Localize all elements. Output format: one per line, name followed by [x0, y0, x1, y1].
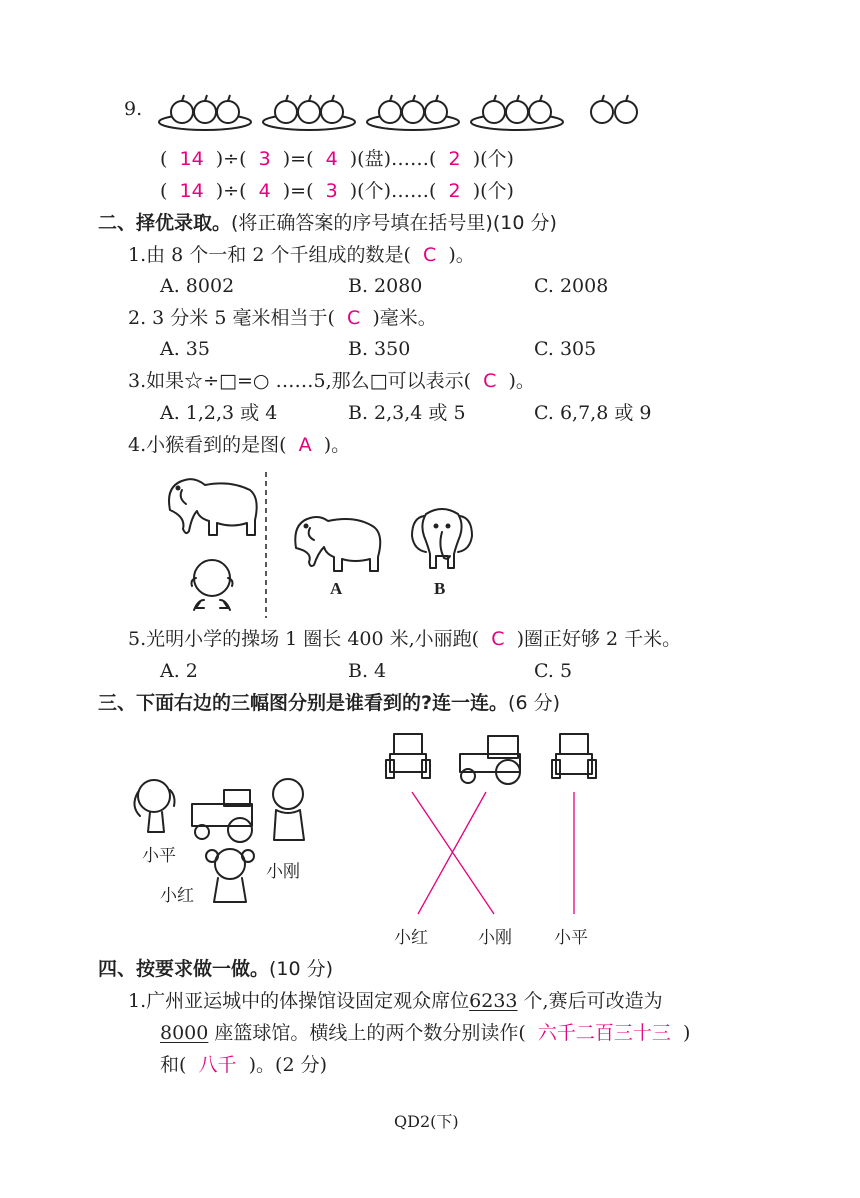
- elephant-side-icon: [169, 479, 257, 535]
- answer: 4: [258, 180, 271, 202]
- section-title: 四、按要求做一做。: [98, 958, 270, 980]
- option-a: A. 1,2,3 或 4: [160, 402, 278, 424]
- unit: 个: [487, 148, 507, 170]
- answer: 2: [448, 148, 461, 170]
- option-c: C. 5: [534, 660, 573, 682]
- section-title: 二、择优录取。: [98, 212, 232, 234]
- kids-tractor-scene: [130, 772, 320, 912]
- option-c: C. 305: [534, 338, 597, 360]
- option-a: A. 35: [160, 338, 210, 360]
- stem-text: ): [683, 1022, 691, 1044]
- stem-text: 2. 3 分米 5 毫米相当于(: [128, 307, 335, 329]
- answer: C: [346, 307, 361, 329]
- section-note: (6 分): [508, 692, 560, 714]
- scene-label-xiaohong: 小红: [160, 886, 194, 906]
- section-3-heading: [98, 694, 560, 713]
- option-a: A. 2: [160, 660, 198, 682]
- answer: 八千: [198, 1054, 237, 1076]
- tractor-back-view-icon: [552, 734, 596, 778]
- stem-text: )毫米。: [372, 307, 437, 329]
- scene-label-xiaoping: 小平: [142, 846, 176, 866]
- stem-text: 5.光明小学的操场 1 圈长 400 米,小丽跑(: [128, 628, 480, 650]
- tractor-side-view-icon: [460, 736, 520, 784]
- apple-plates-illustration: [160, 92, 680, 132]
- underlined-number: 8000: [160, 1022, 209, 1044]
- s4-q1-line1: [128, 992, 663, 1011]
- stem-text: 1.广州亚运城中的体操馆设固定观众席位: [128, 990, 470, 1012]
- unit: 个: [364, 180, 384, 202]
- stem-text: )。: [448, 244, 475, 266]
- elephant-b-icon: [412, 509, 472, 568]
- s4-q1-line2: [160, 1024, 690, 1043]
- underlined-number: 6233: [469, 990, 518, 1012]
- stem-text: )。: [508, 370, 535, 392]
- page-footer: QD2(下): [394, 1112, 459, 1131]
- option-c: C. 6,7,8 或 9: [534, 402, 652, 424]
- question-number: 9.: [124, 98, 143, 120]
- option-a: A. 8002: [160, 275, 235, 297]
- answer: 14: [179, 148, 204, 170]
- bottom-label-xiaogang: 小刚: [478, 928, 512, 948]
- girl-head-icon: [138, 780, 170, 812]
- monkey-back-icon: [192, 560, 233, 610]
- figure-caption-a: A: [330, 579, 343, 598]
- section-2-heading: [98, 214, 557, 233]
- option-b: B. 4: [348, 660, 387, 682]
- answer: A: [298, 434, 312, 456]
- stem-text: 座篮球馆。横线上的两个数分别读作(: [208, 1022, 526, 1044]
- q9-equation-2: ( 14 )÷( 4 )=( 3 )(个)……( 2 )(个): [160, 180, 514, 202]
- q9-equation-1: ( 14 )÷( 3 )=( 4 )(盘)……( 2 )(个): [160, 148, 514, 170]
- s2-q5-stem: [128, 630, 681, 649]
- s4-q1-line3: [160, 1056, 327, 1075]
- answer: 3: [325, 180, 338, 202]
- unit: 个: [487, 180, 507, 202]
- section-note: (将正确答案的序号填在括号里)(10 分): [231, 212, 557, 234]
- answer: 2: [448, 180, 461, 202]
- answer: C: [491, 628, 505, 650]
- answer: 4: [325, 148, 338, 170]
- answer: C: [422, 244, 437, 266]
- s2-q1-stem: [128, 246, 475, 265]
- stem-text: 和(: [160, 1054, 187, 1076]
- s2-q3-stem: [128, 372, 535, 391]
- option-b: B. 2080: [348, 275, 423, 297]
- girl-back-head-icon: [215, 849, 245, 879]
- s2-q2-stem: [128, 309, 437, 328]
- stem-text: )。: [323, 434, 351, 456]
- answer: 14: [179, 180, 204, 202]
- bottom-label-xiaohong: 小红: [394, 928, 428, 948]
- scene-label-xiaogang: 小刚: [266, 862, 300, 882]
- bottom-label-xiaoping: 小平: [554, 928, 588, 948]
- tractor-front-view-icon: [386, 734, 430, 778]
- stem-text: )。(2 分): [248, 1054, 327, 1076]
- answer: C: [483, 370, 497, 392]
- answer: 六千二百三十三: [537, 1022, 671, 1044]
- stem-text: )圈正好够 2 千米。: [516, 628, 682, 650]
- stem-text: 4.小猴看到的是图(: [128, 434, 287, 456]
- option-b: B. 350: [348, 338, 411, 360]
- tractor-views: [384, 730, 614, 790]
- stem-text: 3.如果☆÷□=○ ……5,那么□可以表示(: [128, 370, 472, 392]
- matching-lines: [390, 786, 630, 926]
- option-b: B. 2,3,4 或 5: [348, 402, 466, 424]
- unit: 盘: [364, 148, 384, 170]
- section-note: (10 分): [269, 958, 334, 980]
- option-c: C. 2008: [534, 275, 609, 297]
- stem-text: 1.由 8 个一和 2 个千组成的数是(: [128, 244, 411, 266]
- section-title: 三、下面右边的三幅图分别是谁看到的?连一连。: [98, 692, 509, 714]
- stem-text: 个,赛后可改造为: [517, 990, 663, 1012]
- boy-head-icon: [273, 779, 303, 809]
- figure-caption-b: B: [434, 579, 446, 598]
- tractor-icon: [192, 804, 252, 826]
- elephant-a-icon: [295, 517, 380, 571]
- answer: 3: [258, 148, 271, 170]
- s2-q4-stem: [128, 436, 350, 455]
- match-line: [412, 792, 494, 914]
- section-4-heading: [98, 960, 333, 979]
- match-line: [418, 792, 486, 914]
